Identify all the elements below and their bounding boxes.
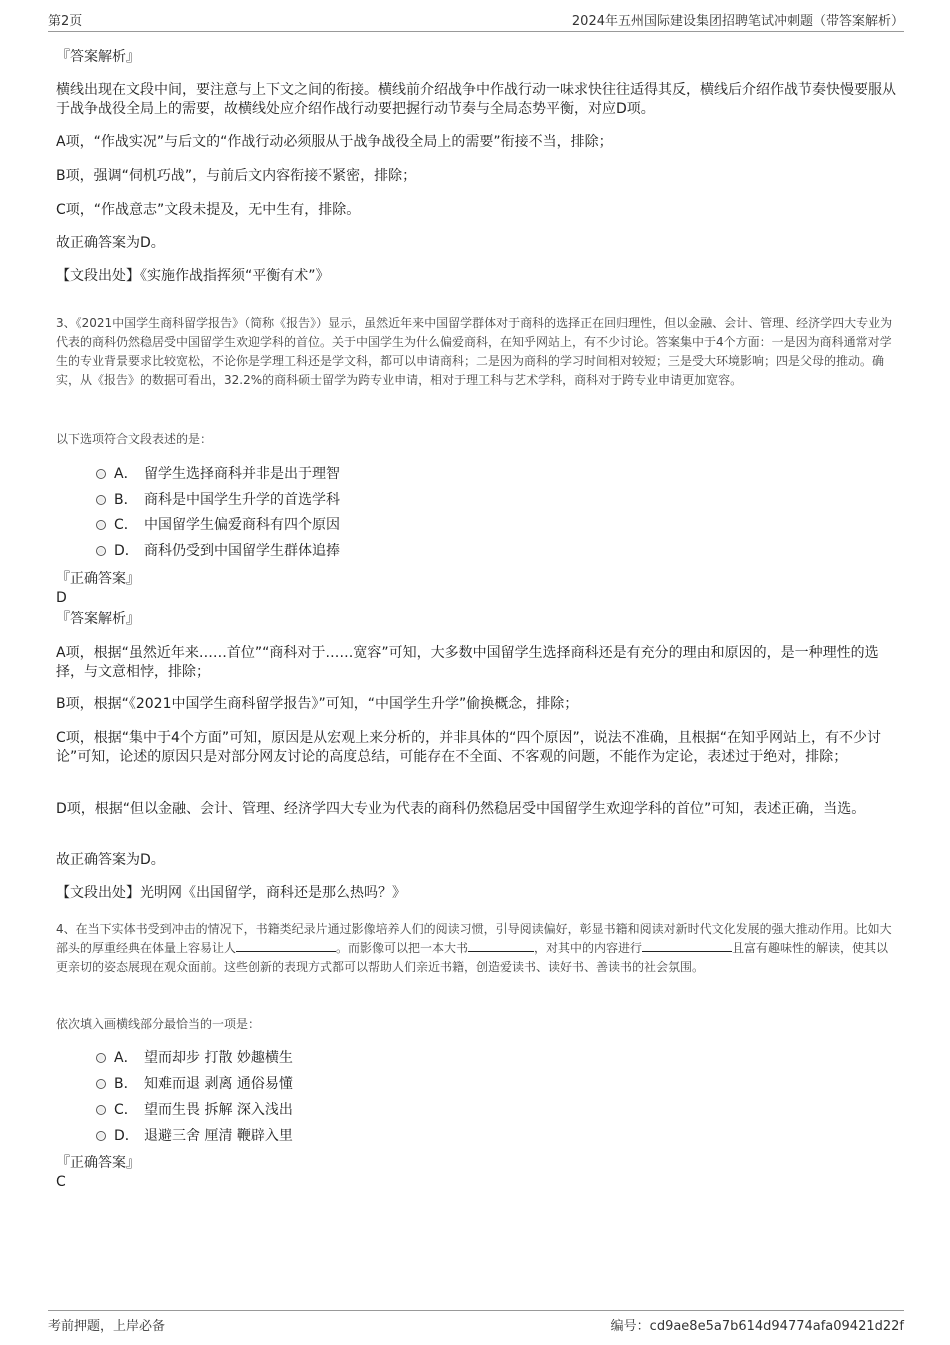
radio-icon[interactable] — [96, 546, 106, 556]
blank-2 — [468, 939, 534, 952]
q3-analysis-a: A项，根据“虽然近年来……首位”“商科对于……宽容”可知，大多数中国留学生选择商科还是有充分的理由和原因的，是一种理性的选择，与文意相悖，排除； — [56, 645, 879, 680]
q3-analysis-c: C项，根据“集中于4个方面”可知，原因是从宏观上来分析的，并非具体的“四个原因”，说法不准确，且根据“在知乎网站上，有不少讨论”可知，论述的原因只是对部分网友讨论的高度总结，可能存在不全面、不客观的问题，不能作为定论，表述过于绝对，排除； — [56, 730, 881, 765]
radio-icon[interactable] — [96, 495, 106, 505]
q4-stem: 4、在当下实体书受到冲击的情况下，书籍类纪录片通过影像培养人们的阅读习惯，引导阅读偏好，彰显书籍和阅读对新时代文化发展的强大推动作用。比如大部头的厚重经典在体量上容易让人 。而影像可以把一本大书 ，对其中的内容进行 且富有趣味性的解读，使其以更亲切的姿态展现在观众面前。这些创新的表现方式都可以帮助人们亲近书籍，创造爱读书、读好书、善读书的社会氛围。 — [56, 922, 892, 974]
q3-option-c[interactable]: C． 中国留学生偏爱商科有四个原因 — [96, 515, 340, 535]
footer-slogan: 考前押题，上岸必备 — [48, 1319, 166, 1334]
q3-answer: D — [56, 590, 67, 606]
q4-answer-label: 『正确答案』 — [56, 1155, 140, 1171]
q2-analysis-b: B项，强调“伺机巧战”，与前后文内容衔接不紧密，排除； — [56, 168, 417, 184]
q4-answer: C — [56, 1174, 66, 1190]
header-divider — [48, 31, 904, 32]
q4-option-c[interactable]: C． 望而生畏 拆解 深入浅出 — [96, 1100, 293, 1120]
q3-option-d[interactable]: D． 商科仍受到中国留学生群体追捧 — [96, 541, 340, 561]
page-header — [48, 10, 904, 30]
q2-analysis-c: C项，“作战意志”文段未提及，无中生有，排除。 — [56, 202, 361, 218]
radio-icon[interactable] — [96, 520, 106, 530]
blank-1 — [236, 939, 336, 952]
q3-analysis-b: B项，根据“《2021中国学生商科留学报告》”可知，“中国学生升学”偷换概念，排除； — [56, 696, 579, 712]
q3-conclusion: 故正确答案为D。 — [56, 852, 165, 868]
q3-option-b[interactable]: B． 商科是中国学生升学的首选学科 — [96, 490, 340, 510]
document-title: 2024年五州国际建设集团招聘笔试冲刺题（带答案解析） — [571, 14, 904, 29]
q4-option-b[interactable]: B． 知难而退 剥离 通俗易懂 — [96, 1074, 293, 1094]
q3-answer-label: 『正确答案』 — [56, 571, 140, 587]
page-number: 第2页 — [48, 14, 83, 29]
q4-prompt: 依次填入画横线部分最恰当的一项是： — [56, 1017, 261, 1031]
q2-analysis-a: A项，“作战实况”与后文的“作战行动必须服从于战争战役全局上的需要”衔接不当，排除； — [56, 134, 613, 150]
q3-prompt: 以下选项符合文段表述的是： — [56, 432, 213, 446]
q2-source: 【文段出处】《实施作战指挥须“平衡有术”》 — [56, 268, 330, 284]
radio-icon[interactable] — [96, 1053, 106, 1063]
radio-icon[interactable] — [96, 1131, 106, 1141]
q2-conclusion: 故正确答案为D。 — [56, 235, 165, 251]
q4-option-a[interactable]: A． 望而却步 打散 妙趣横生 — [96, 1048, 293, 1068]
q2-analysis-label: 『答案解析』 — [56, 49, 140, 65]
q3-option-a[interactable]: A． 留学生选择商科并非是出于理智 — [96, 464, 340, 484]
q3-analysis-d: D项，根据“但以金融、会计、管理、经济学四大专业为代表的商科仍然稳居受中国留学生欢迎学科的首位”可知，表述正确，当选。 — [56, 801, 866, 817]
q3-stem: 3、《2021中国学生商科留学报告》（简称《报告》）显示，虽然近年来中国留学群体对于商科的选择正在回归理性，但以金融、会计、管理、经济学四大专业为代表的商科仍然稳居受中国留学生欢迎学科的首位。关于中国学生为什么偏爱商科，在知乎网站上，有不少讨论。答案集中于4个方面：一是因为商科通常对学生的专业背景要求比较宽松，不论你是学理工科还是学文科，都可以申请商科；二是因为商科的学习时间相对较短；三是受大环境影响；四是父母的推动。确实，从《报告》的数据可看出，32.2%的商科硕士留学为跨专业申请，相对于理工科与艺术学科，商科对于跨专业申请更加宽容。 — [56, 316, 893, 387]
document-id: 编号：cd9ae8e5a7b614d94774afa09421d22f — [610, 1319, 904, 1334]
radio-icon[interactable] — [96, 469, 106, 479]
radio-icon[interactable] — [96, 1105, 106, 1115]
q4-option-d[interactable]: D． 退避三舍 厘清 鞭辟入里 — [96, 1126, 293, 1146]
q3-source: 【文段出处】光明网《出国留学，商科还是那么热吗？》 — [56, 885, 406, 901]
q2-analysis-intro: 横线出现在文段中间，要注意与上下文之间的衔接。横线前介绍战争中作战行动一味求快往往适得其反，横线后介绍作战节奏快慢要服从于战争战役全局上的需要，故横线处应介绍作战行动要把握行动节奏与全局态势平衡，对应D项。 — [56, 82, 896, 117]
footer-divider — [48, 1310, 904, 1311]
blank-3 — [642, 939, 732, 952]
q3-analysis-label: 『答案解析』 — [56, 611, 140, 627]
radio-icon[interactable] — [96, 1079, 106, 1089]
